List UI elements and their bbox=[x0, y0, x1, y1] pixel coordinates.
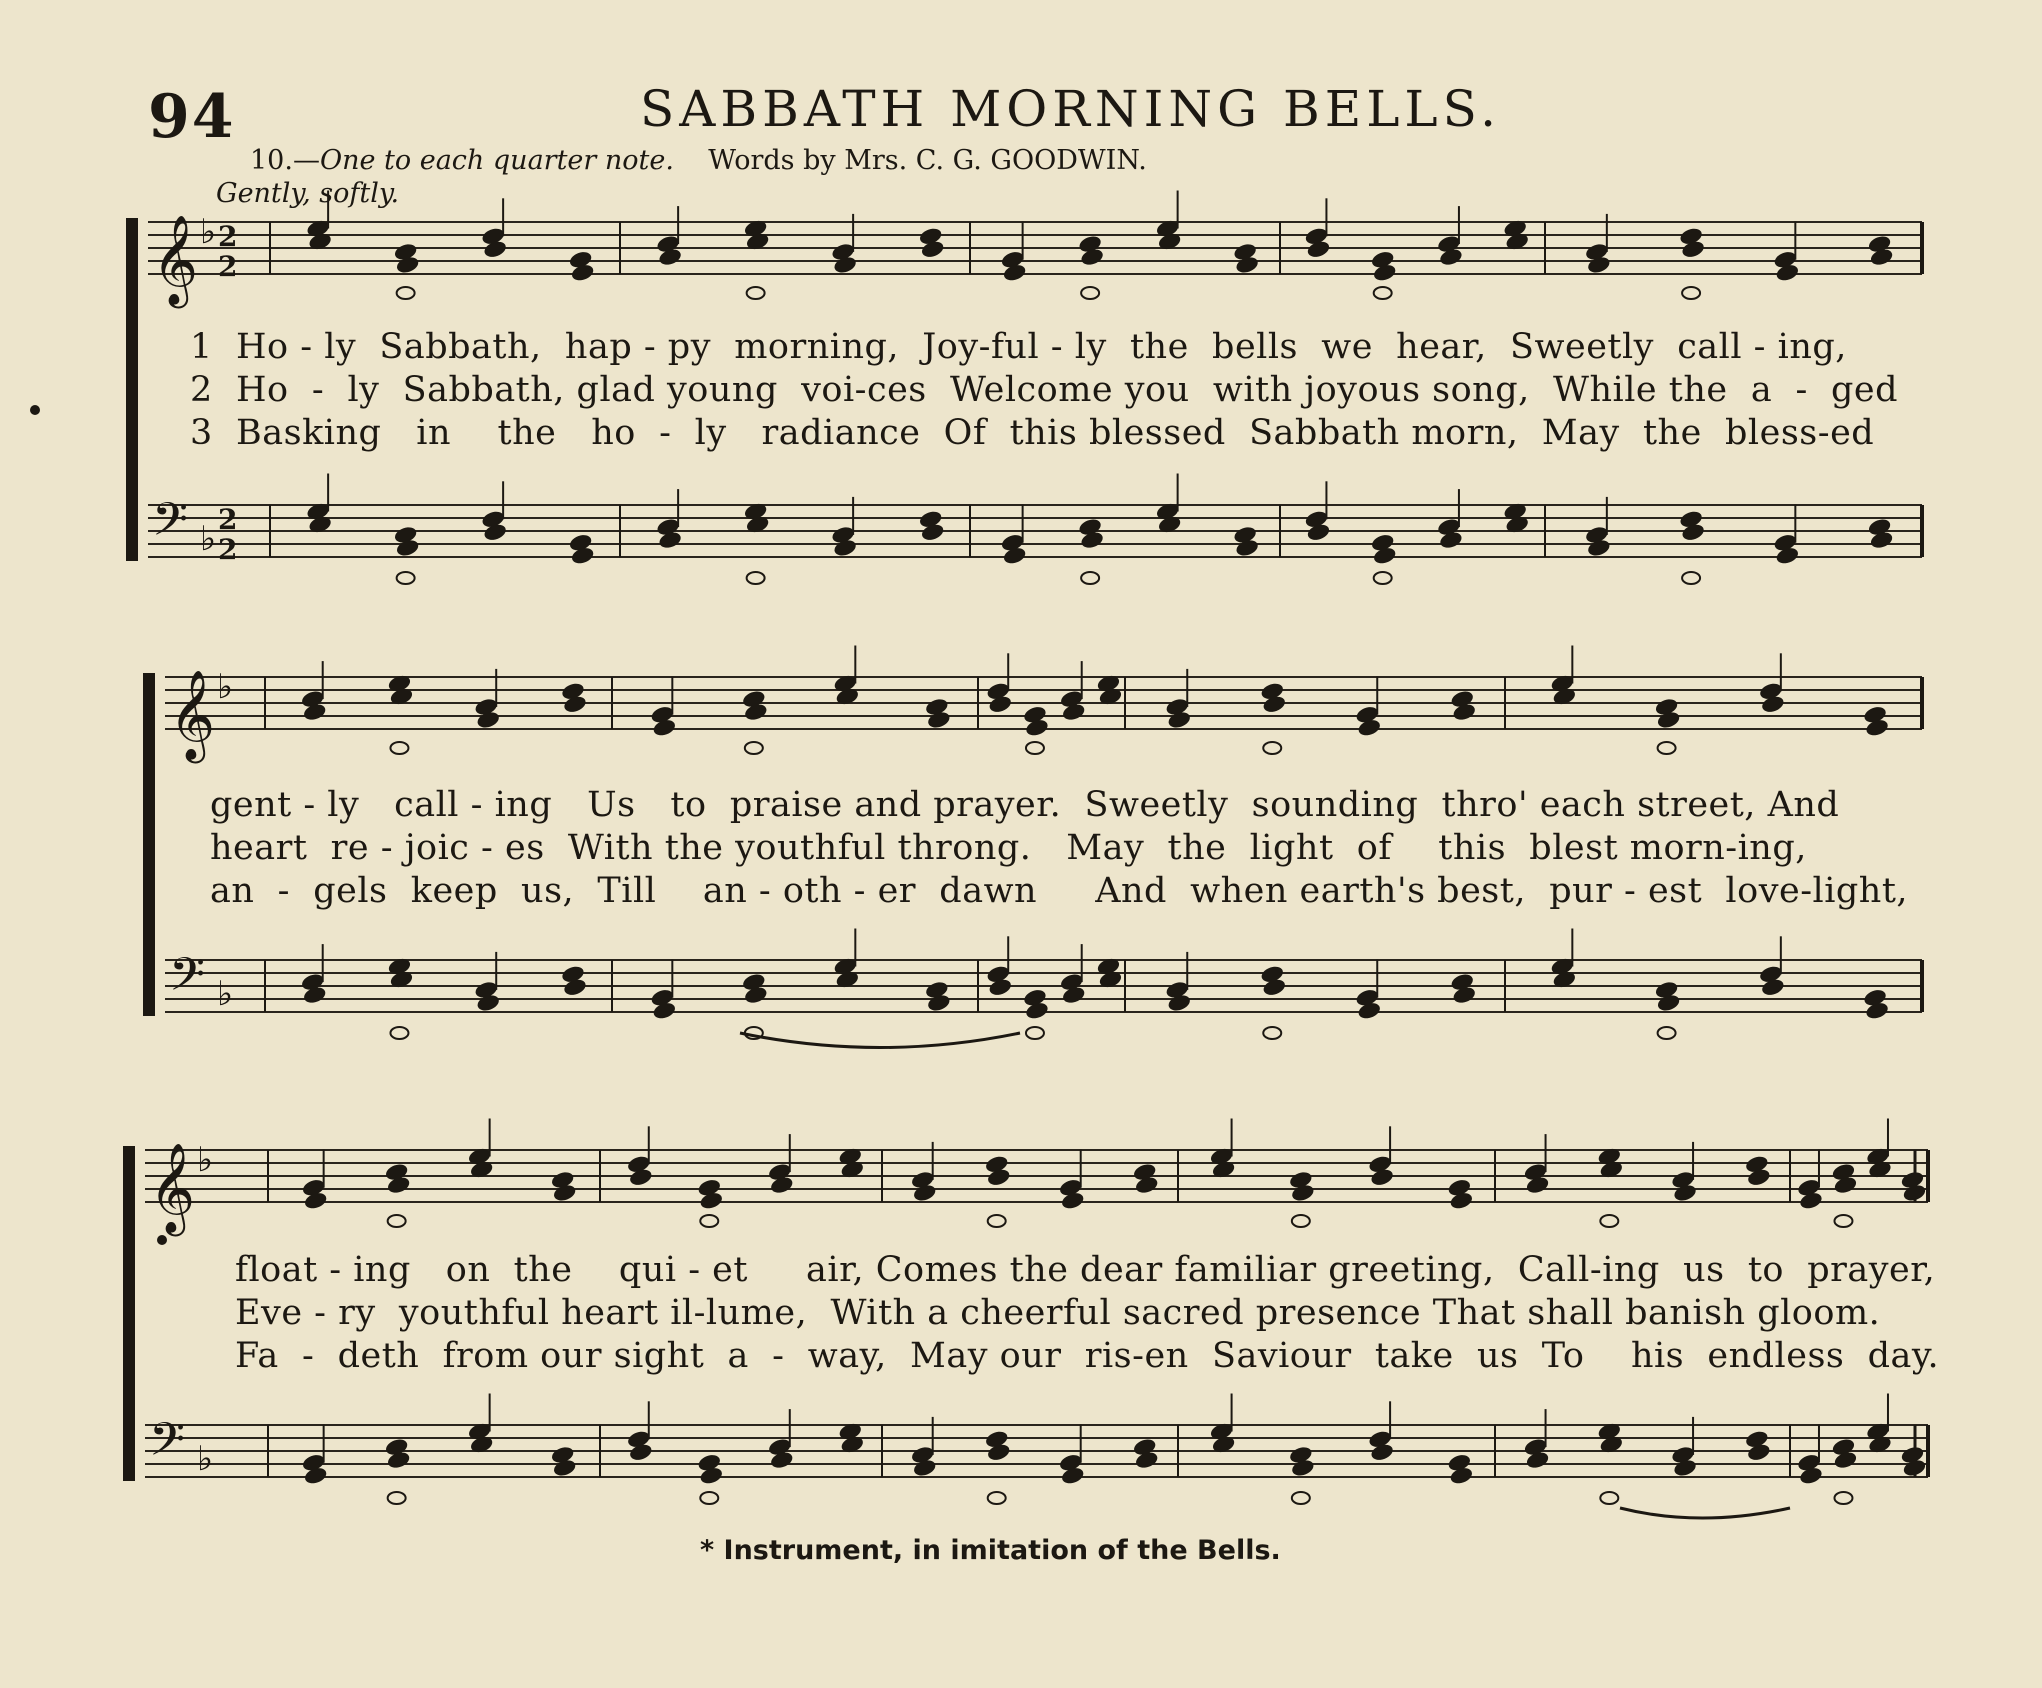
lyric-s2-v3: an - gels keep us, Till an - oth - er dawn And when earth's best, pur - est love-light, bbox=[210, 871, 1909, 911]
bass-staff bbox=[145, 1425, 1928, 1477]
treble-clef: 𝄞 bbox=[149, 1143, 196, 1233]
lyric-s2-v2: heart re - joic - es With the youthful throng. May the light of this blest morn-ing, bbox=[210, 828, 1807, 868]
open-notehead bbox=[1658, 1027, 1676, 1039]
open-notehead bbox=[988, 1215, 1006, 1227]
open-notehead bbox=[388, 1492, 406, 1504]
system-bracket bbox=[126, 218, 138, 561]
lyric-s3-v2: Eve - ry youthful heart il-lume, With a cheerful sacred presence That shall banish gloom. bbox=[235, 1293, 1881, 1333]
open-notehead bbox=[700, 1492, 718, 1504]
open-notehead bbox=[1081, 572, 1099, 584]
lyric-s1-v3: 3 Basking in the ho - ly radiance Of this blessed Sabbath morn, May the bless-ed bbox=[190, 413, 1875, 453]
tie-slur bbox=[740, 1033, 1020, 1048]
tie-slur bbox=[1620, 1508, 1790, 1518]
open-notehead bbox=[988, 1492, 1006, 1504]
treble-clef: 𝄞 bbox=[169, 670, 216, 760]
open-notehead bbox=[1292, 1492, 1310, 1504]
flat-key-signature: ♭ bbox=[197, 1439, 214, 1479]
open-notehead bbox=[1263, 742, 1281, 754]
time-signature-bottom: 2 bbox=[218, 533, 238, 566]
hymn-title: SABBATH MORNING BELLS. bbox=[640, 80, 1502, 138]
open-notehead bbox=[1292, 1215, 1310, 1227]
treble-staff bbox=[145, 1150, 1928, 1202]
open-notehead bbox=[390, 1027, 408, 1039]
open-notehead bbox=[1658, 742, 1676, 754]
tempo-marking: Gently, softly. bbox=[216, 178, 400, 209]
ink-dot bbox=[30, 405, 40, 415]
time-signature-top: 2 bbox=[218, 220, 238, 253]
time-signature-bottom: 2 bbox=[218, 250, 238, 283]
open-notehead bbox=[700, 1215, 718, 1227]
bass-clef: 𝄢 bbox=[149, 1413, 186, 1478]
tune-number: 10.— bbox=[250, 145, 320, 176]
bass-clef: 𝄢 bbox=[152, 493, 189, 558]
ink-dot bbox=[157, 1235, 167, 1245]
lyric-s3-v3: Fa - deth from our sight a - way, May our ris-en Saviour take us To his endless day. bbox=[235, 1336, 1940, 1376]
open-notehead bbox=[1600, 1492, 1618, 1504]
page-number: 94 bbox=[148, 82, 236, 152]
open-notehead bbox=[745, 742, 763, 754]
open-notehead bbox=[397, 287, 415, 299]
footnote: * Instrument, in imitation of the Bells. bbox=[700, 1535, 1281, 1566]
open-notehead bbox=[1081, 287, 1099, 299]
flat-key-signature: ♭ bbox=[217, 667, 234, 707]
open-notehead bbox=[1374, 287, 1392, 299]
open-notehead bbox=[1682, 572, 1700, 584]
flat-key-signature: ♭ bbox=[197, 1140, 214, 1180]
lyric-s1-v1: 1 Ho - ly Sabbath, hap - py morning, Joy-ful - ly the bells we hear, Sweetly call - ing, bbox=[190, 327, 1847, 367]
words-credit: Words by Mrs. C. G. GOODWIN. bbox=[708, 145, 1147, 176]
flat-key-signature: ♭ bbox=[217, 974, 234, 1014]
lyric-s1-v2: 2 Ho - ly Sabbath, glad young voi-ces Welcome you with joyous song, While the a - ged bbox=[190, 370, 1899, 410]
open-notehead bbox=[1026, 742, 1044, 754]
bass-clef: 𝄢 bbox=[169, 948, 206, 1013]
lyric-s2-v1: gent - ly call - ing Us to praise and prayer. Sweetly sounding thro' each street, And bbox=[210, 785, 1840, 825]
open-notehead bbox=[1682, 287, 1700, 299]
open-notehead bbox=[1374, 572, 1392, 584]
open-notehead bbox=[747, 572, 765, 584]
open-notehead bbox=[390, 742, 408, 754]
open-notehead bbox=[388, 1215, 406, 1227]
open-notehead bbox=[397, 572, 415, 584]
system-bracket bbox=[123, 1146, 135, 1481]
open-notehead bbox=[1263, 1027, 1281, 1039]
open-notehead bbox=[1026, 1027, 1044, 1039]
lyric-s3-v1: float - ing on the qui - et air, Comes the dear familiar greeting, Call-ing us to prayer, bbox=[235, 1250, 1936, 1290]
flat-key-signature: ♭ bbox=[200, 519, 217, 559]
flat-key-signature: ♭ bbox=[200, 212, 217, 252]
open-notehead bbox=[1834, 1492, 1852, 1504]
open-notehead bbox=[1834, 1215, 1852, 1227]
open-notehead bbox=[1600, 1215, 1618, 1227]
treble-clef: 𝄞 bbox=[152, 215, 199, 305]
tune-note: One to each quarter note. bbox=[319, 145, 674, 176]
open-notehead bbox=[747, 287, 765, 299]
system-bracket bbox=[143, 673, 155, 1016]
time-signature-top: 2 bbox=[218, 503, 238, 536]
